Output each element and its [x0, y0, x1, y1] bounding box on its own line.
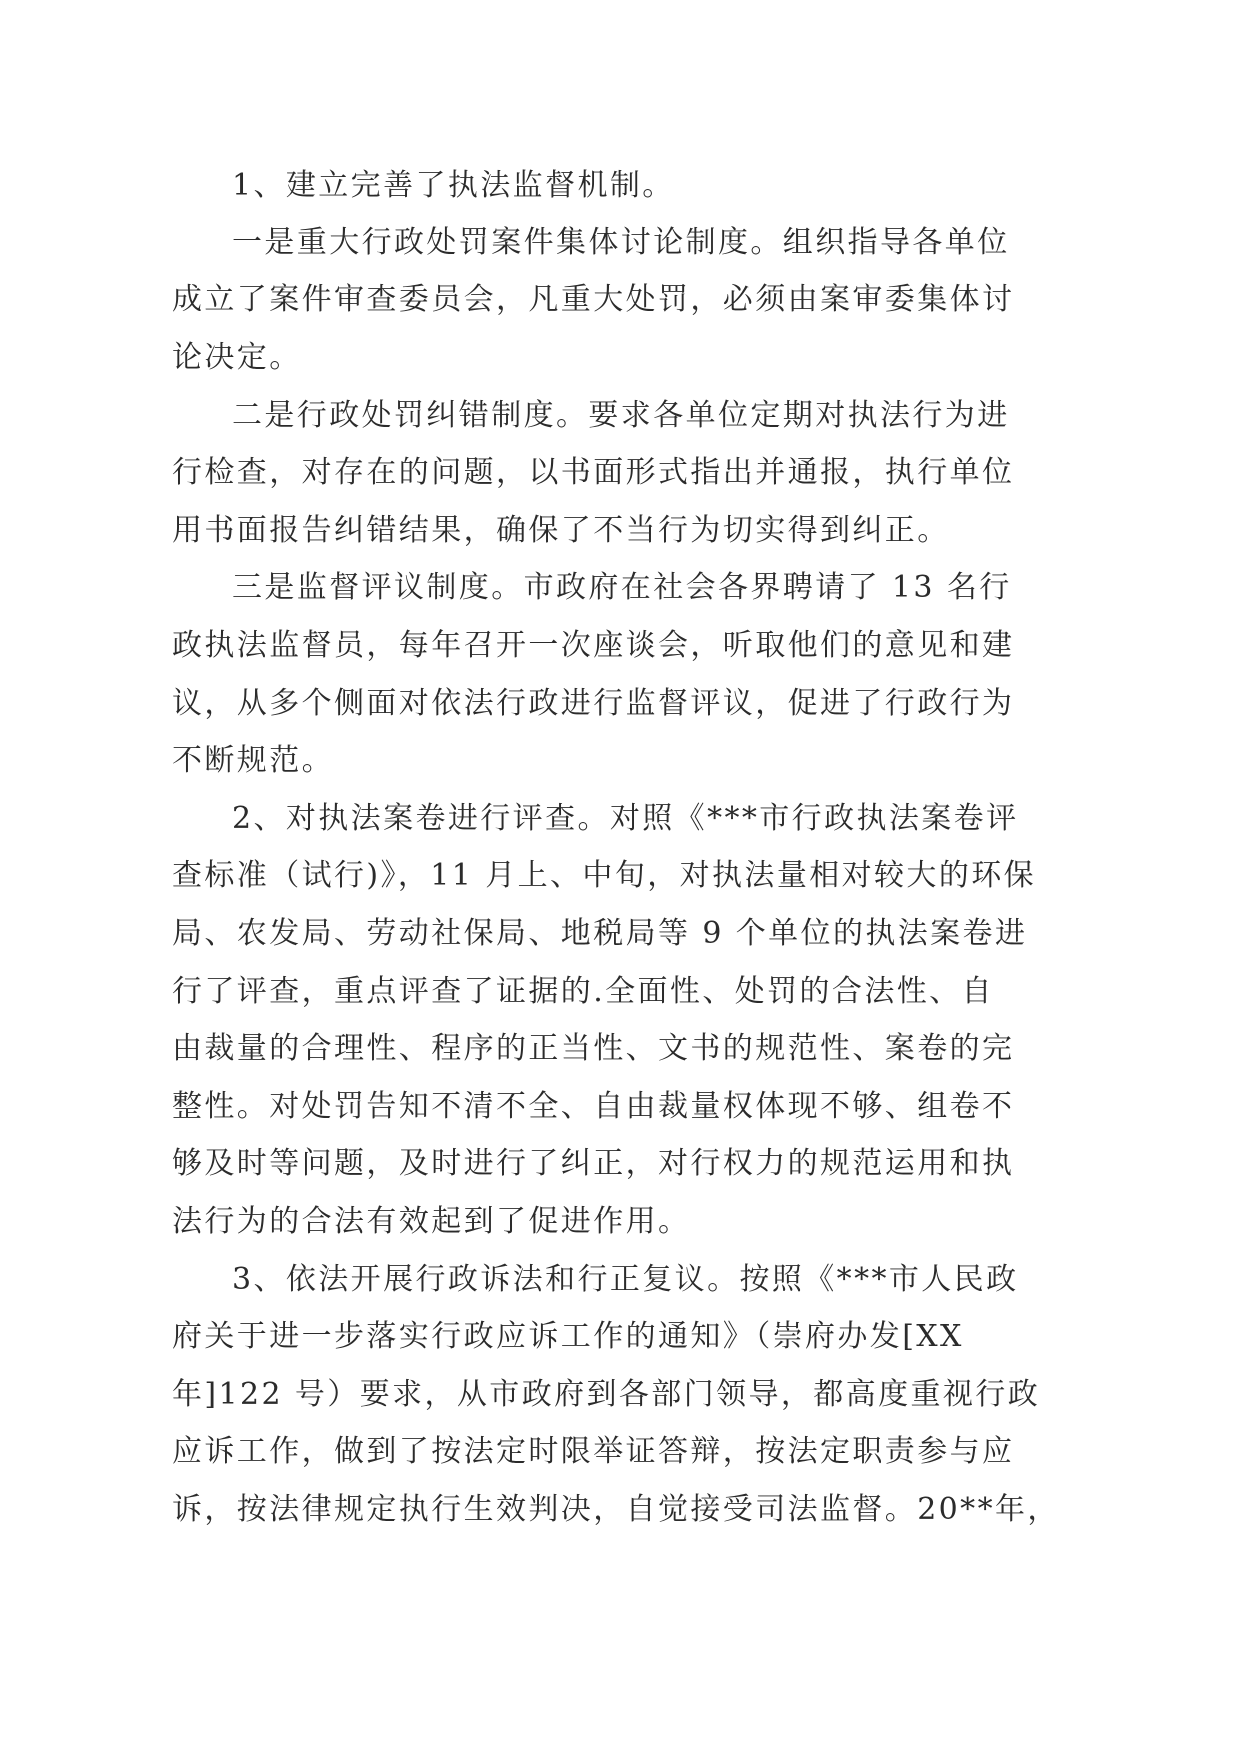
paragraph-line: 诉，按法律规定执行生效判决，自觉接受司法监督。20**年， [172, 1492, 1060, 1527]
paragraph-line: 不断规范。 [172, 743, 334, 778]
paragraph-line: 法行为的合法有效起到了促进作用。 [172, 1204, 691, 1239]
paragraph-line: 府关于进一步落实行政应诉工作的通知》（崇府办发[XX [172, 1319, 964, 1354]
paragraph-line: 政执法监督员，每年召开一次座谈会，听取他们的意见和建 [172, 628, 1015, 663]
section-heading-2: 2、对执法案卷进行评查。对照《***市行政执法案卷评 [232, 801, 1019, 836]
paragraph-line: 由裁量的合理性、程序的正当性、文书的规范性、案卷的完 [172, 1031, 1015, 1066]
paragraph-line: 整性。对处罚告知不清不全、自由裁量权体现不够、组卷不 [172, 1089, 1015, 1124]
paragraph-line: 二是行政处罚纠错制度。要求各单位定期对执法行为进 [232, 398, 1010, 433]
paragraph-line: 三是监督评议制度。市政府在社会各界聘请了 13 名行 [232, 570, 1012, 605]
paragraph-line: 应诉工作，做到了按法定时限举证答辩，按法定职责参与应 [172, 1434, 1015, 1469]
paragraph-line: 行检查，对存在的问题，以书面形式指出并通报，执行单位 [172, 455, 1015, 490]
paragraph-line: 用书面报告纠错结果，确保了不当行为切实得到纠正。 [172, 513, 950, 548]
paragraph-line: 够及时等问题，及时进行了纠正，对行权力的规范运用和执 [172, 1146, 1015, 1181]
section-heading-1: 1、建立完善了执法监督机制。 [232, 168, 675, 203]
paragraph-line: 查标准（试行)》，11 月上、中旬，对执法量相对较大的环保 [172, 858, 1037, 893]
paragraph-line: 行了评查，重点评查了证据的.全面性、处罚的合法性、自 [172, 974, 994, 1009]
paragraph-line: 议，从多个侧面对依法行政进行监督评议，促进了行政行为 [172, 686, 1015, 721]
paragraph-line: 成立了案件审查委员会，凡重大处罚，必须由案审委集体讨 [172, 282, 1015, 317]
paragraph-line: 论决定。 [172, 340, 302, 375]
section-heading-3: 3、依法开展行政诉法和行正复议。按照《***市人民政 [232, 1262, 1019, 1297]
paragraph-line: 一是重大行政处罚案件集体讨论制度。组织指导各单位 [232, 225, 1010, 260]
paragraph-line: 年]122 号）要求，从市政府到各部门领导，都高度重视行政 [172, 1377, 1041, 1412]
paragraph-line: 局、农发局、劳动社保局、地税局等 9 个单位的执法案卷进 [172, 916, 1028, 951]
